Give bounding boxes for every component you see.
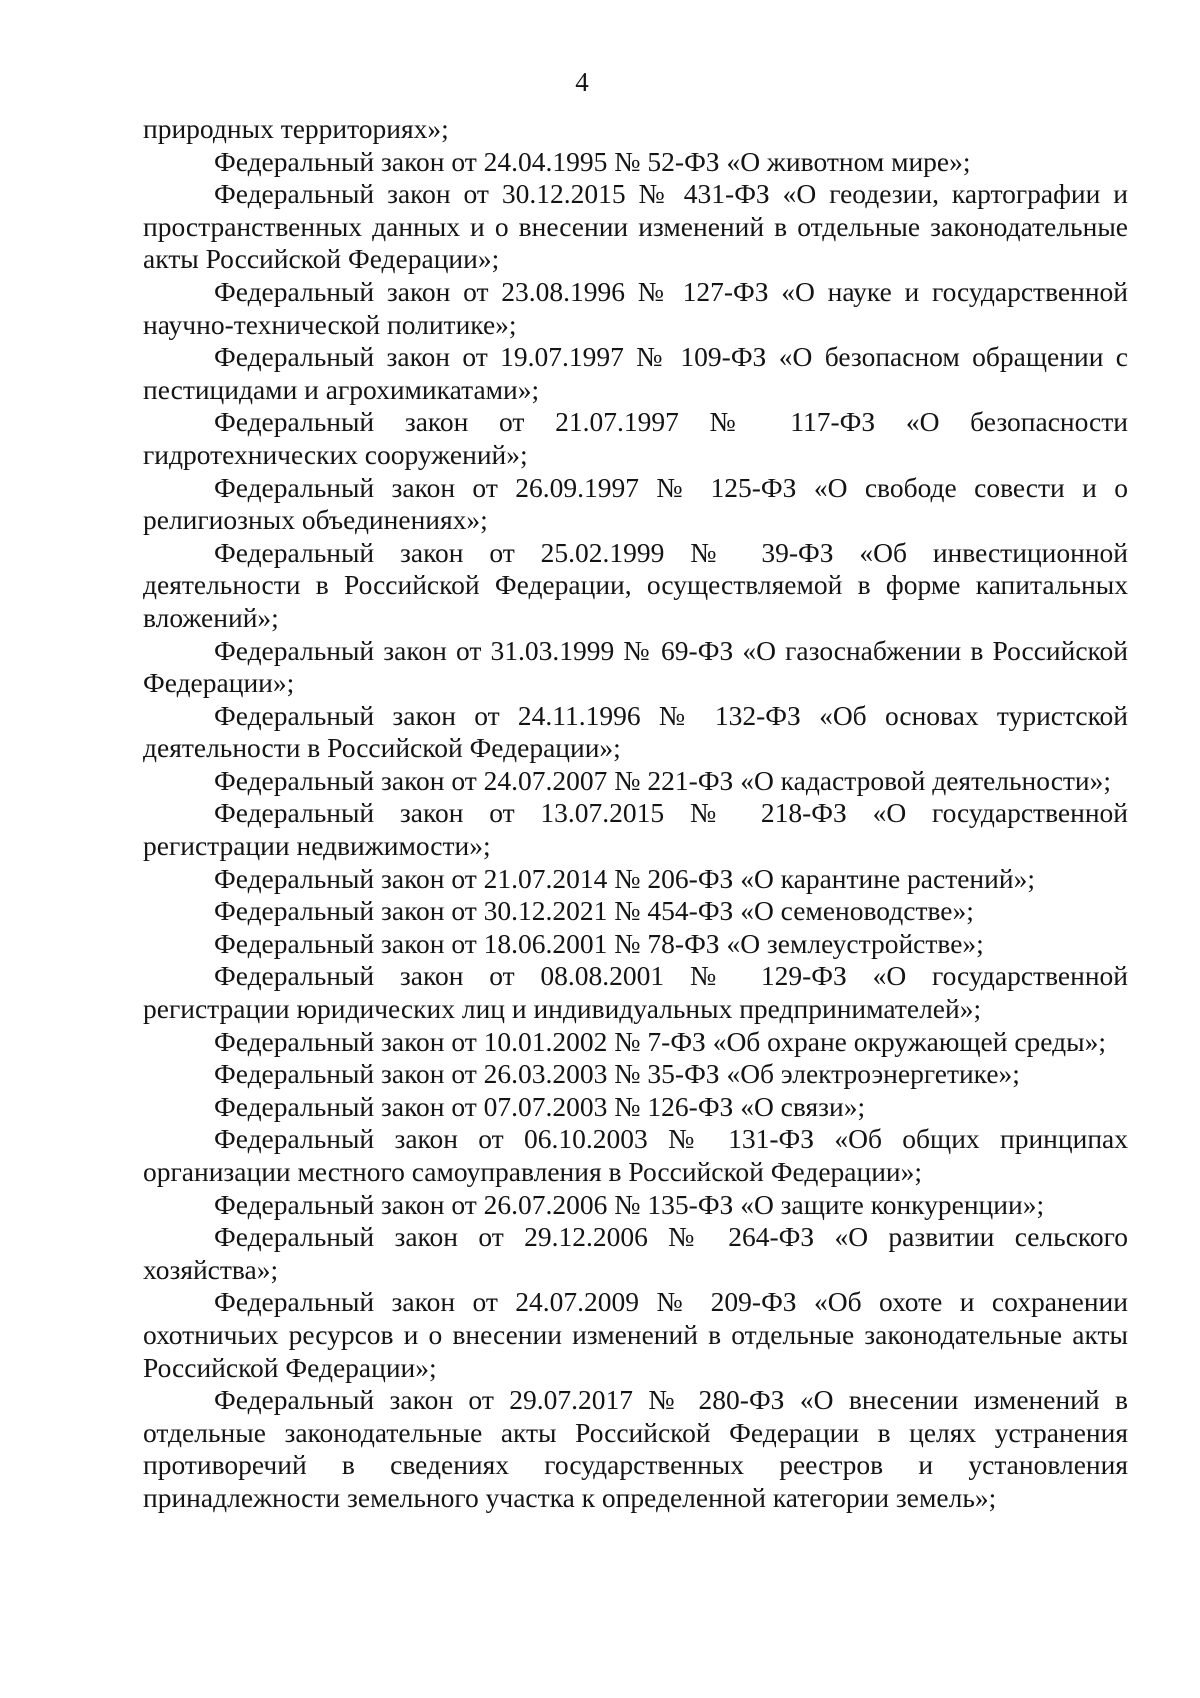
list-item: Федеральный закон от 13.07.2015 № 218-ФЗ «О государственной регистрации недвижимости»; [143, 797, 1128, 862]
list-item: Федеральный закон от 29.12.2006 № 264-ФЗ «О развитии сельского хозяйства»; [143, 1221, 1128, 1285]
list-item: Федеральный закон от 19.07.1997 № 109-ФЗ «О безопасном обращении с пестицидами и агрохимикатами»; [143, 341, 1128, 405]
list-item: Федеральный закон от 29.07.2017 № 280-ФЗ «О внесении изменений в отдельные законодательные акты Российской Федерации в целях устранения противоречий в сведениях государственных реестров и установления принадлежности земельного участка к определенной категории земель»; [143, 1384, 1128, 1513]
list-item: Федеральный закон от 30.12.2021 № 454-ФЗ «О семеноводстве»; [214, 895, 974, 927]
list-item: природных территориях»; [143, 113, 449, 144]
list-item: Федеральный закон от 07.07.2003 № 126-ФЗ «О связи»; [214, 1090, 866, 1122]
list-item: Федеральный закон от 26.03.2003 № 35-ФЗ «Об электроэнергетике»; [214, 1058, 1020, 1090]
list-item: Федеральный закон от 24.07.2007 № 221-ФЗ «О кадастровой деятельности»; [214, 764, 1112, 796]
law-list [143, 113, 1128, 1515]
list-item: Федеральный закон от 26.09.1997 № 125-ФЗ «О свободе совести и о религиозных объединениях»; [143, 471, 1128, 536]
list-item: Федеральный закон от 24.11.1996 № 132-ФЗ «Об основах туристской деятельности в Российской Федерации»; [143, 699, 1128, 764]
list-item: Федеральный закон от 25.02.1999 № 39-ФЗ «Об инвестиционной деятельности в Российской Федерации, осуществляемой в форме капитальных вложений»; [143, 536, 1128, 633]
list-item: Федеральный закон от 31.03.1999 № 69-ФЗ «О газоснабжении в Российской Федерации»; [143, 634, 1128, 699]
list-item: Федеральный закон от 26.07.2006 № 135-ФЗ «О защите конкуренции»; [214, 1188, 1045, 1220]
list-item: Федеральный закон от 08.08.2001 № 129-ФЗ «О государственной регистрации юридических лиц и индивидуальных предпринимателей»; [143, 960, 1128, 1025]
list-item: Федеральный закон от 24.07.2009 № 209-ФЗ «Об охоте и сохранении охотничьих ресурсов и о внесении изменений в отдельные законодательные акты Российской Федерации»; [143, 1286, 1128, 1383]
list-item: Федеральный закон от 21.07.1997 № 117-ФЗ «О безопасности гидротехнических сооружений»; [143, 406, 1128, 470]
page-number: 4 [575, 67, 589, 97]
list-item: Федеральный закон от 06.10.2003 № 131-ФЗ «Об общих принципах организации местного самоуправления в Российской Федерации»; [143, 1123, 1128, 1187]
list-item: Федеральный закон от 21.07.2014 № 206-ФЗ «О карантине растений»; [214, 862, 1035, 894]
list-item: Федеральный закон от 23.08.1996 № 127-ФЗ «О науке и государственной научно-технической политике»; [143, 275, 1128, 340]
list-item: Федеральный закон от 30.12.2015 № 431-ФЗ «О геодезии, картографии и пространственных данных и о внесении изменений в отдельные законодательные акты Российской Федерации»; [143, 178, 1128, 275]
list-item: Федеральный закон от 24.04.1995 № 52-ФЗ «О животном мире»; [214, 145, 971, 177]
list-item: Федеральный закон от 18.06.2001 № 78-ФЗ «О землеустройстве»; [214, 927, 984, 959]
list-item: Федеральный закон от 10.01.2002 № 7-ФЗ «Об охране окружающей среды»; [214, 1025, 1107, 1057]
